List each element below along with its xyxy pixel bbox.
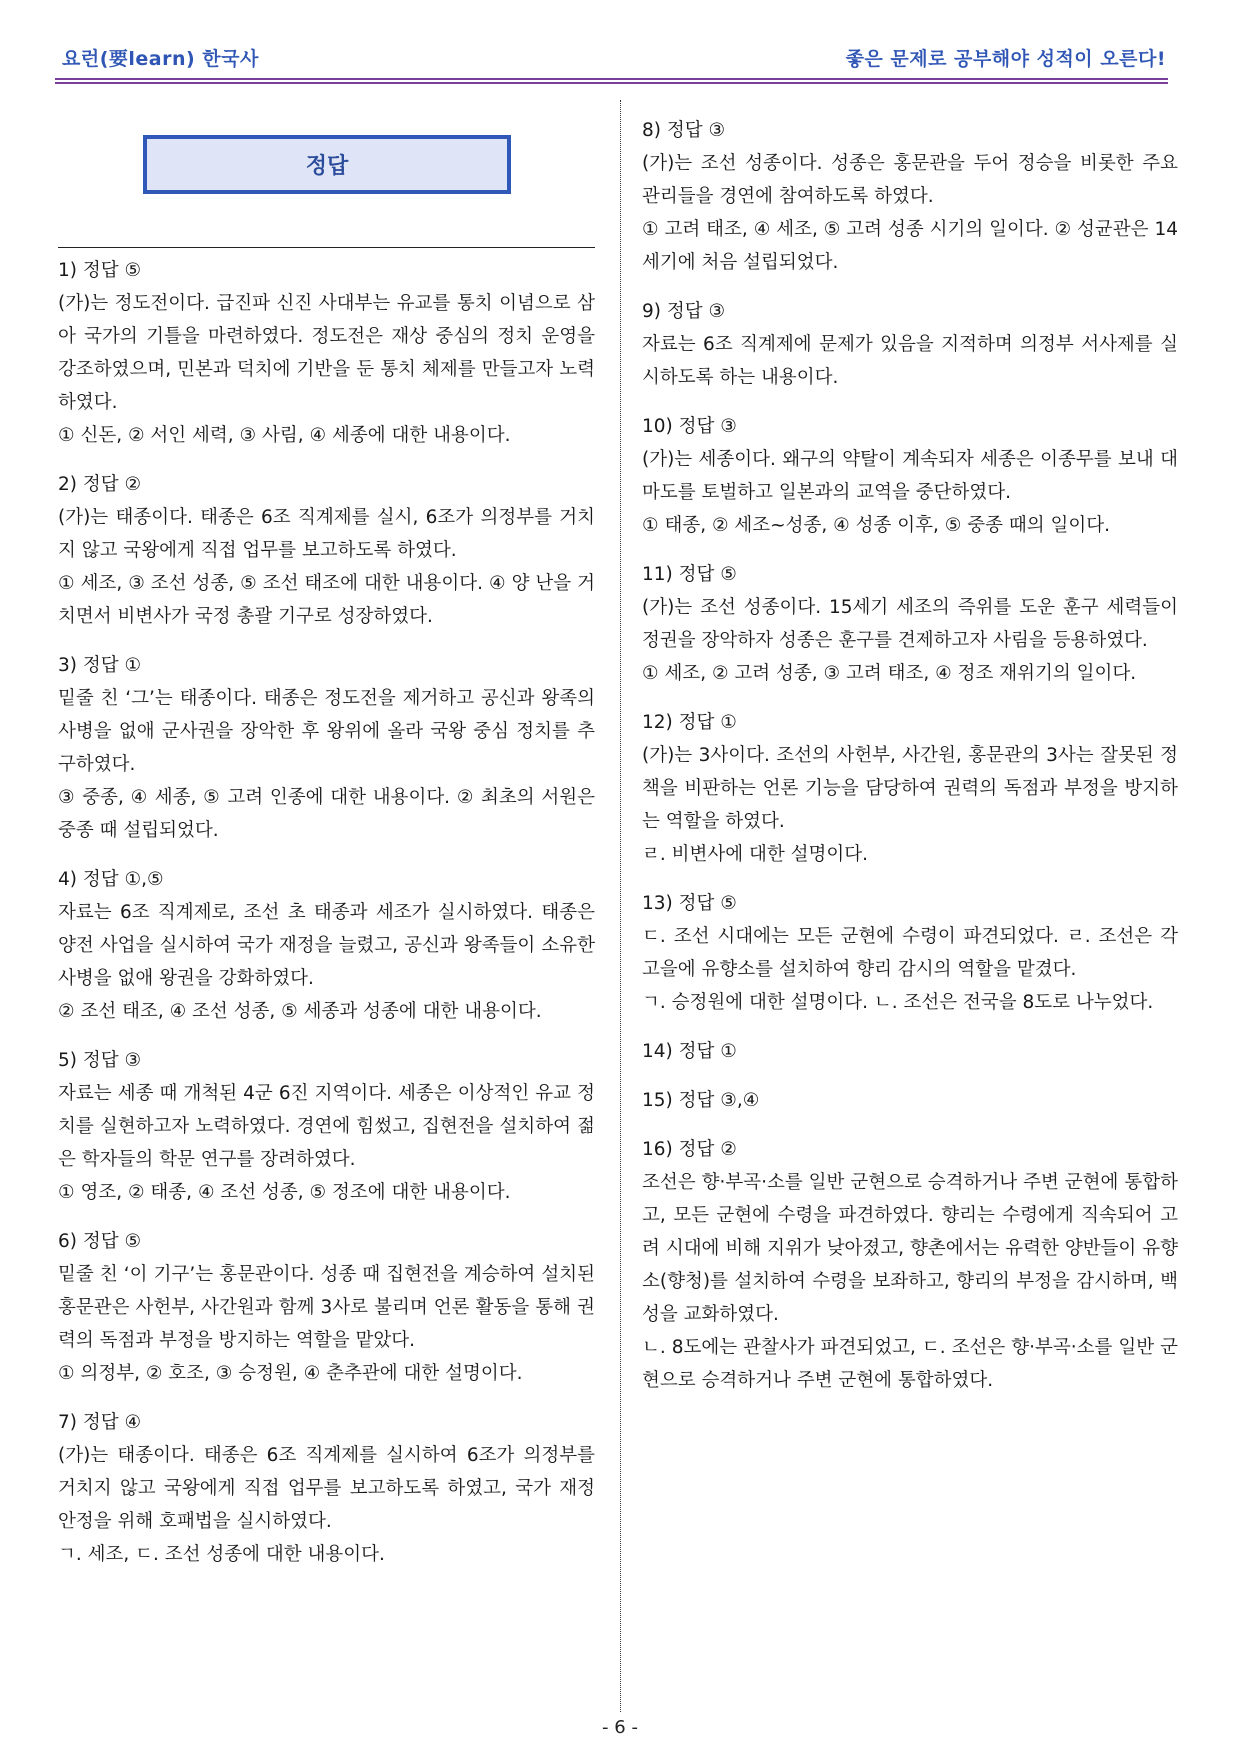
answer-explanation: 조선은 향·부곡·소를 일반 군현으로 승격하거나 주변 군현에 통합하고, 모든 군현에 수령을 파견하였다. 향리는 수령에게 직속되어 고려 시대에 비해 지위가 낮아졌고, 향촌에서는 유력한 양반들이 유향소(향청)를 설치하여 수령을 보좌하고, 향리의 부정을 감시하며, 백성을 교화하였다. (642, 1172, 1178, 1325)
answer-item (642, 1133, 1178, 1397)
answer-head: 9) 정답 ③ (642, 301, 726, 322)
answer-item (642, 114, 1178, 279)
column-divider (620, 100, 621, 1712)
section-title: 정답 (305, 154, 349, 179)
answer-head: 1) 정답 ⑤ (58, 260, 142, 281)
answer-item (642, 887, 1178, 1019)
answer-options-note: ① 의정부, ② 호조, ③ 승정원, ④ 춘추관에 대한 설명이다. (58, 1363, 523, 1384)
answer-options-note: ① 세조, ② 고려 성종, ③ 고려 태조, ④ 정조 재위기의 일이다. (642, 663, 1137, 684)
answer-options-note: ㄱ. 세조, ㄷ. 조선 성종에 대한 내용이다. (58, 1544, 385, 1565)
header-rule-top (55, 78, 1168, 80)
answer-item (58, 649, 595, 847)
answer-head: 7) 정답 ④ (58, 1412, 142, 1433)
answer-explanation: (가)는 태종이다. 태종은 6조 직계제를 실시하여 6조가 의정부를 거치지 않고 국왕에게 직접 업무를 보고하도록 하였고, 국가 재정 안정을 위해 호패법을 실시하였다. (58, 1445, 595, 1532)
answer-head: 11) 정답 ⑤ (642, 564, 737, 585)
header-title: 요런(要learn) 한국사 (62, 48, 259, 70)
answer-explanation: 자료는 6조 직계제에 문제가 있음을 지적하며 의정부 서사제를 실시하도록 하는 내용이다. (642, 334, 1178, 388)
page-number: - 6 - (602, 1717, 638, 1738)
answer-head: 14) 정답 ① (642, 1041, 737, 1062)
header-rule-bottom (55, 82, 1168, 84)
answer-explanation: 자료는 6조 직계제로, 조선 초 태종과 세조가 실시하였다. 태종은 양전 사업을 실시하여 국가 재정을 늘렸고, 공신과 왕족들이 소유한 사병을 없애 왕권을 강화하였다. (58, 902, 595, 989)
answer-item (58, 863, 595, 1028)
answer-explanation: 밑줄 친 ‘그’는 태종이다. 태종은 정도전을 제거하고 공신과 왕족의 사병을 없애 군사권을 장악한 후 왕위에 올라 국왕 중심 정치를 추구하였다. (58, 688, 595, 775)
answer-explanation: 자료는 세종 때 개척된 4군 6진 지역이다. 세종은 이상적인 유교 정치를 실현하고자 노력하였다. 경연에 힘썼고, 집현전을 설치하여 젊은 학자들의 학문 연구를 장려하였다. (58, 1083, 595, 1170)
answer-item (58, 254, 595, 452)
answer-head: 6) 정답 ⑤ (58, 1231, 142, 1252)
right-column (642, 114, 1178, 1413)
answer-item (642, 295, 1178, 394)
answer-explanation: ㄷ. 조선 시대에는 모든 군현에 수령이 파견되었다. ㄹ. 조선은 각 고을에 유향소를 설치하여 향리 감시의 역할을 맡겼다. (642, 926, 1178, 980)
answer-explanation: 밑줄 친 ‘이 기구’는 홍문관이다. 성종 때 집현전을 계승하여 설치된 홍문관은 사헌부, 사간원과 함께 3사로 불리며 언론 활동을 통해 권력의 독점과 부정을 방지하는 역할을 맡았다. (58, 1264, 595, 1351)
answer-explanation: (가)는 3사이다. 조선의 사헌부, 사간원, 홍문관의 3사는 잘못된 정책을 비판하는 언론 기능을 담당하여 권력의 독점과 부정을 방지하는 역할을 하였다. (642, 745, 1178, 832)
answer-item (642, 1035, 1178, 1068)
answer-head: 10) 정답 ③ (642, 416, 737, 437)
answer-head: 2) 정답 ② (58, 474, 142, 495)
answer-options-note: ① 세조, ③ 조선 성종, ⑤ 조선 태조에 대한 내용이다. ④ 양 난을 거치면서 비변사가 국정 총괄 기구로 성장하였다. (58, 573, 595, 627)
answer-head: 3) 정답 ① (58, 655, 142, 676)
answer-item (58, 1406, 595, 1571)
answer-explanation: (가)는 태종이다. 태종은 6조 직계제를 실시, 6조가 의정부를 거치지 않고 국왕에게 직접 업무를 보고하도록 하였다. (58, 507, 595, 561)
answer-item (642, 1084, 1178, 1117)
answer-head: 15) 정답 ③,④ (642, 1090, 760, 1111)
answer-head: 13) 정답 ⑤ (642, 893, 737, 914)
answer-explanation: (가)는 정도전이다. 급진파 신진 사대부는 유교를 통치 이념으로 삼아 국가의 기틀을 마련하였다. 정도전은 재상 중심의 정치 운영을 강조하였으며, 민본과 덕치에 기반을 둔 통치 체제를 만들고자 노력하였다. (58, 293, 595, 413)
answer-item (642, 706, 1178, 871)
answer-options-note: ① 태종, ② 세조~성종, ④ 성종 이후, ⑤ 중종 때의 일이다. (642, 515, 1110, 536)
answer-item (642, 410, 1178, 542)
answer-explanation: (가)는 조선 성종이다. 성종은 홍문관을 두어 정승을 비롯한 주요 관리들을 경연에 참여하도록 하였다. (642, 153, 1178, 207)
answer-options-note: ① 영조, ② 태종, ④ 조선 성종, ⑤ 정조에 대한 내용이다. (58, 1182, 511, 1203)
answer-item (58, 468, 595, 633)
answer-explanation: (가)는 조선 성종이다. 15세기 세조의 즉위를 도운 훈구 세력들이 정권을 장악하자 성종은 훈구를 견제하고자 사림을 등용하였다. (642, 597, 1178, 651)
answer-options-note: ① 고려 태조, ④ 세조, ⑤ 고려 성종 시기의 일이다. ② 성균관은 14세기에 처음 설립되었다. (642, 219, 1178, 273)
answer-head: 16) 정답 ② (642, 1139, 737, 1160)
header-slogan: 좋은 문제로 공부해야 성적이 오른다! (845, 48, 1166, 70)
answer-explanation: (가)는 세종이다. 왜구의 약탈이 계속되자 세종은 이종무를 보내 대마도를 토벌하고 일본과의 교역을 중단하였다. (642, 449, 1178, 503)
answer-options-note: ㄹ. 비변사에 대한 설명이다. (642, 844, 868, 865)
section-rule (58, 247, 595, 248)
answer-item (58, 1225, 595, 1390)
answer-head: 8) 정답 ③ (642, 120, 726, 141)
answer-options-note: ㄱ. 승정원에 대한 설명이다. ㄴ. 조선은 전국을 8도로 나누었다. (642, 992, 1154, 1013)
answer-head: 4) 정답 ①,⑤ (58, 869, 164, 890)
answer-options-note: ③ 중종, ④ 세종, ⑤ 고려 인종에 대한 내용이다. ② 최초의 서원은 중종 때 설립되었다. (58, 787, 595, 841)
answer-item (58, 1044, 595, 1209)
left-column (58, 254, 595, 1587)
answer-options-note: ① 신돈, ② 서인 세력, ③ 사림, ④ 세종에 대한 내용이다. (58, 425, 511, 446)
answer-head: 5) 정답 ③ (58, 1050, 142, 1071)
answer-item (642, 558, 1178, 690)
answer-head: 12) 정답 ① (642, 712, 737, 733)
section-title-box (143, 135, 511, 194)
answer-options-note: ② 조선 태조, ④ 조선 성종, ⑤ 세종과 성종에 대한 내용이다. (58, 1001, 542, 1022)
answer-options-note: ㄴ. 8도에는 관찰사가 파견되었고, ㄷ. 조선은 향·부곡·소를 일반 군현으로 승격하거나 주변 군현에 통합하였다. (642, 1337, 1178, 1391)
